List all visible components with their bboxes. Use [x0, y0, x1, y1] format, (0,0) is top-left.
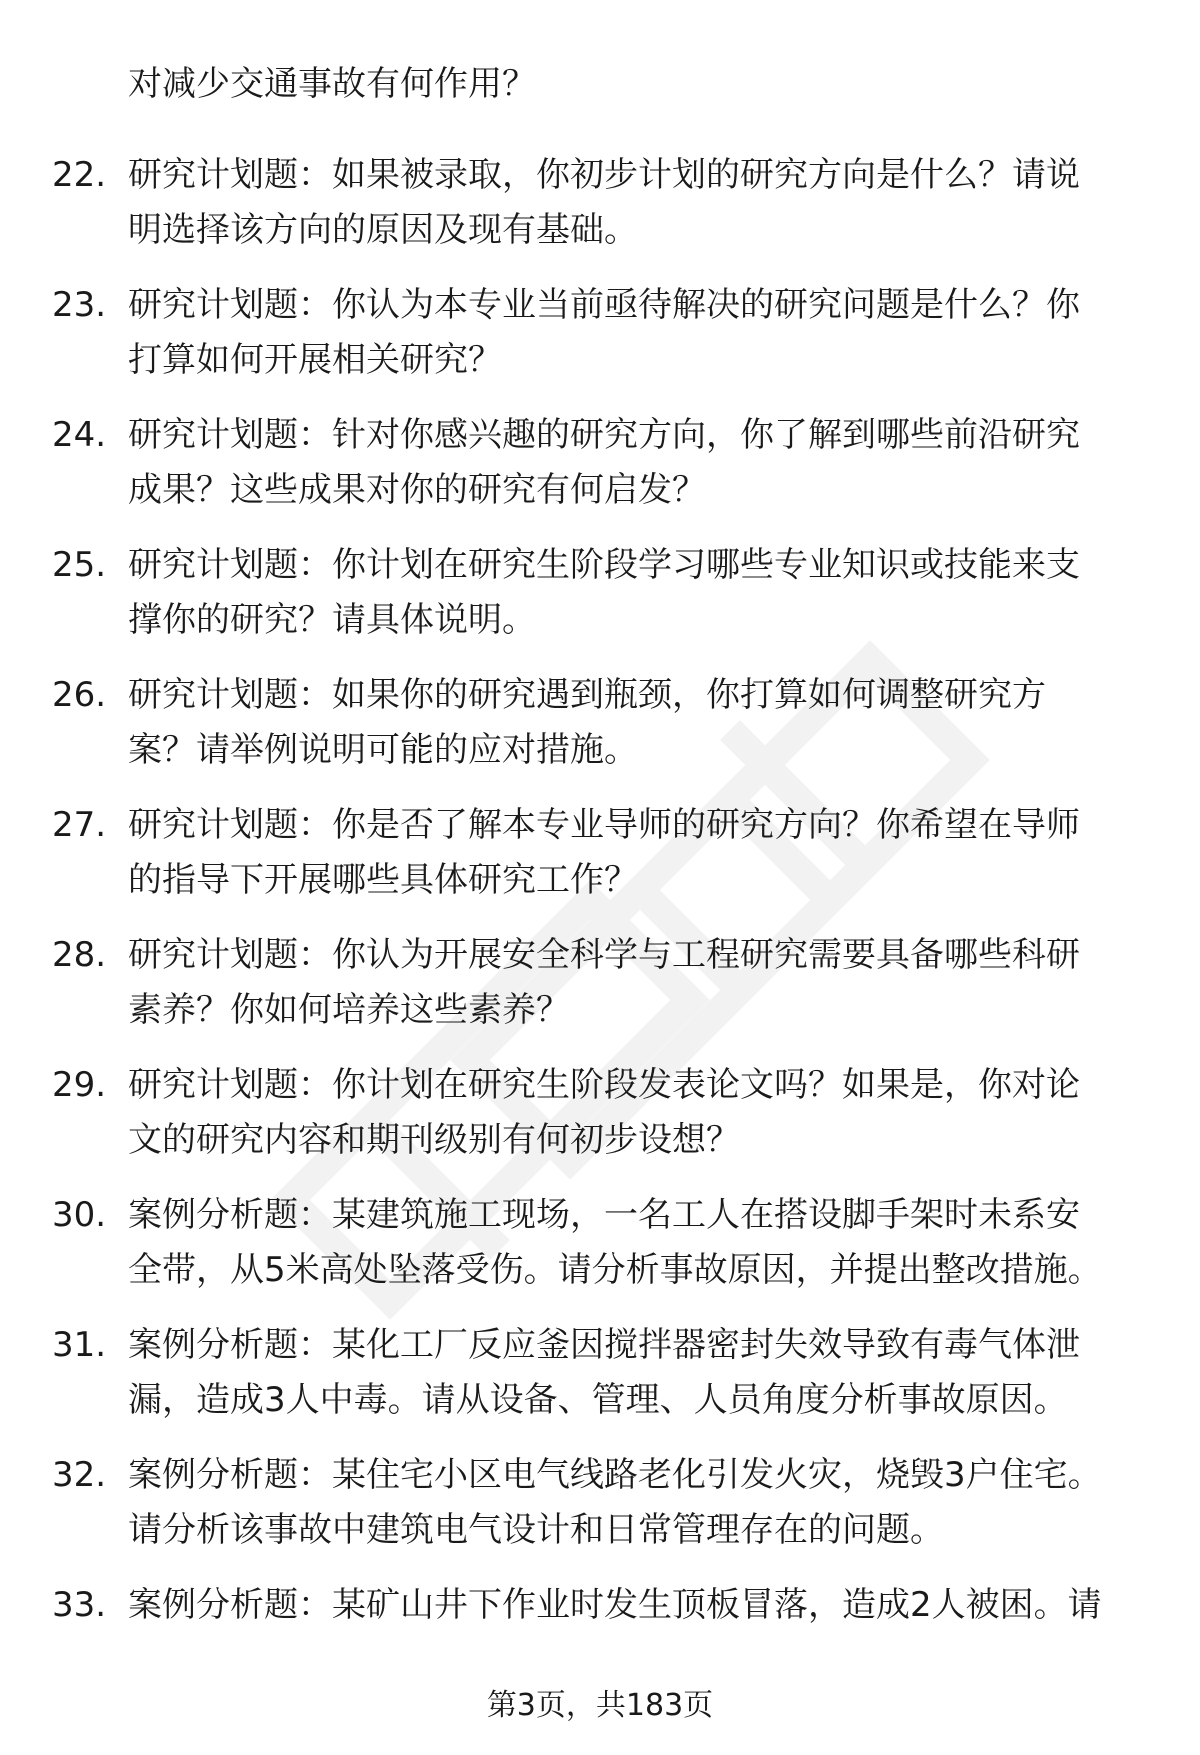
- question-item: [0, 928, 1200, 1058]
- question-number: 28.: [52, 935, 107, 975]
- question-line: 研究计划题：如果被录取，你初步计划的研究方向是什么？请说: [128, 155, 1080, 195]
- question-line: 研究计划题：你是否了解本专业导师的研究方向？你希望在导师: [128, 805, 1080, 845]
- question-text: [128, 668, 1158, 778]
- question-number: 33.: [52, 1585, 107, 1625]
- question-line: 漏，造成3人中毒。请从设备、管理、人员角度分析事故原因。: [128, 1380, 1068, 1420]
- question-line: 全带，从5米高处坠落受伤。请分析事故原因，并提出整改措施。: [128, 1250, 1102, 1290]
- page-footer: 第3页，共183页: [486, 1688, 714, 1723]
- question-number: 29.: [52, 1065, 107, 1105]
- question-item: [0, 148, 1200, 278]
- question-item: [0, 668, 1200, 798]
- question-item: [0, 1448, 1200, 1578]
- continued-line: 对减少交通事故有何作用？: [128, 64, 536, 104]
- question-text: [128, 798, 1158, 908]
- question-number: 30.: [52, 1195, 107, 1235]
- question-number: 24.: [52, 415, 107, 455]
- question-item: [0, 1058, 1200, 1188]
- question-line: 案例分析题：某住宅小区电气线路老化引发火灾，烧毁3户住宅。: [128, 1455, 1102, 1495]
- question-line: 文的研究内容和期刊级别有何初步设想？: [128, 1120, 740, 1160]
- question-number: 32.: [52, 1455, 107, 1495]
- question-line: 研究计划题：你认为本专业当前亟待解决的研究问题是什么？你: [128, 285, 1080, 325]
- question-line: 成果？这些成果对你的研究有何启发？: [128, 470, 706, 510]
- question-number: 23.: [52, 285, 107, 325]
- question-line: 研究计划题：如果你的研究遇到瓶颈，你打算如何调整研究方: [128, 675, 1046, 715]
- question-line: 案例分析题：某矿山井下作业时发生顶板冒落，造成2人被困。请: [128, 1585, 1102, 1625]
- question-number: 25.: [52, 545, 107, 585]
- question-line: 明选择该方向的原因及现有基础。: [128, 210, 638, 250]
- question-text: [128, 148, 1158, 258]
- question-line: 案例分析题：某建筑施工现场，一名工人在搭设脚手架时未系安: [128, 1195, 1080, 1235]
- question-line: 素养？你如何培养这些素养？: [128, 990, 570, 1030]
- question-number: 31.: [52, 1325, 107, 1365]
- question-line: 研究计划题：针对你感兴趣的研究方向，你了解到哪些前沿研究: [128, 415, 1080, 455]
- question-line: 案？请举例说明可能的应对措施。: [128, 730, 638, 770]
- question-text: [128, 1448, 1158, 1558]
- question-text: [128, 278, 1158, 388]
- question-text: [128, 1188, 1158, 1298]
- question-line: 研究计划题：你认为开展安全科学与工程研究需要具备哪些科研: [128, 935, 1080, 975]
- question-list: [0, 148, 1200, 1708]
- question-item: [0, 798, 1200, 928]
- question-line: 研究计划题：你计划在研究生阶段学习哪些专业知识或技能来支: [128, 545, 1080, 585]
- question-number: 26.: [52, 675, 107, 715]
- question-text: [128, 1578, 1158, 1633]
- question-item: [0, 1188, 1200, 1318]
- question-line: 撑你的研究？请具体说明。: [128, 600, 536, 640]
- question-text: [128, 408, 1158, 518]
- question-text: [128, 538, 1158, 648]
- question-item: [0, 278, 1200, 408]
- question-text: [128, 1318, 1158, 1428]
- question-line: 案例分析题：某化工厂反应釜因搅拌器密封失效导致有毒气体泄: [128, 1325, 1080, 1365]
- question-line: 打算如何开展相关研究？: [128, 340, 502, 380]
- question-number: 22.: [52, 155, 107, 195]
- question-item: [0, 538, 1200, 668]
- question-item: [0, 408, 1200, 538]
- question-text: [128, 928, 1158, 1038]
- question-line: 研究计划题：你计划在研究生阶段发表论文吗？如果是，你对论: [128, 1065, 1080, 1105]
- question-number: 27.: [52, 805, 107, 845]
- question-item: [0, 1318, 1200, 1448]
- question-text: [128, 1058, 1158, 1168]
- question-line: 请分析该事故中建筑电气设计和日常管理存在的问题。: [128, 1510, 944, 1550]
- question-line: 的指导下开展哪些具体研究工作？: [128, 860, 638, 900]
